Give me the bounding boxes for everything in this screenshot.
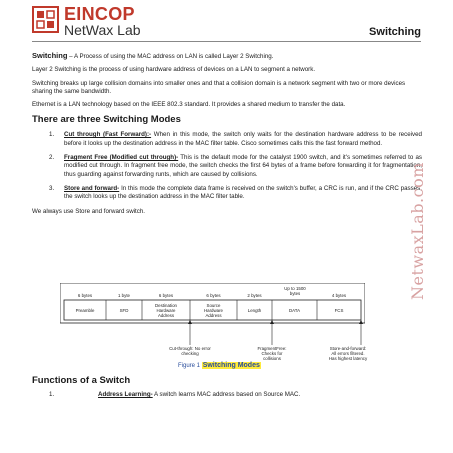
figure-caption bbox=[178, 362, 261, 370]
paragraph: Layer 2 Switching is the process of using hardware address of devices on a LAN to segment a network. bbox=[32, 66, 316, 74]
list-number: 3. bbox=[49, 184, 55, 192]
field-name: Source Hardware Address bbox=[203, 303, 224, 318]
mode-term: Fragment Free (Modified cut through)- bbox=[64, 154, 179, 162]
list-number: 1. bbox=[49, 131, 55, 139]
field-name: SFD bbox=[119, 308, 129, 313]
brand-subtitle: NetWax Lab bbox=[64, 22, 141, 38]
mode-description: This is the default mode for the catalyst 1900 switch, and it's sometimes referred to as modified cut through. In fragment free mode, the switch checks the first 64 bytes of a frame before forwarding it for fragmentation, thus guarding against forwarding runts, which are caused by collisions. bbox=[64, 154, 422, 178]
field-size: 4 bytes bbox=[331, 293, 347, 298]
ethernet-frame-diagram bbox=[60, 283, 368, 361]
caption-prefix: Figure 1 bbox=[178, 363, 202, 369]
intro-term: Switching bbox=[32, 51, 68, 60]
brand-name: EINCOP bbox=[64, 4, 135, 24]
field-size: 6 bytes bbox=[206, 293, 221, 298]
intro-paragraph bbox=[32, 52, 422, 61]
list-number: 2. bbox=[49, 154, 55, 162]
field-size: 2 bytes bbox=[247, 293, 262, 298]
document-body bbox=[32, 52, 422, 221]
section-title-functions: Functions of a Switch bbox=[32, 375, 131, 386]
field-size: Up to 1500 bytes bbox=[284, 286, 306, 296]
eincop-logo-icon bbox=[32, 6, 59, 33]
intro-definition: – A Process of using the MAC address on LAN is called Layer 2 Switching. bbox=[67, 53, 274, 60]
field-name: DATA bbox=[288, 308, 301, 313]
watermark: NetwaxLab.com bbox=[408, 162, 427, 300]
marker-label-store-and-forward: Store-and-forward: All errors filtered. Has highest latency bbox=[328, 346, 368, 361]
list-item-address-learning bbox=[49, 391, 409, 399]
field-name: Preamble bbox=[75, 308, 95, 313]
function-description: A switch learns MAC address based on Source MAC. bbox=[152, 391, 301, 398]
list-item-cut-through bbox=[32, 131, 422, 148]
marker-label-fragment-free: FragmentFree: Checks for collisions bbox=[257, 346, 287, 361]
field-name: FCS bbox=[334, 308, 344, 313]
field-size: 1 byte bbox=[118, 293, 130, 298]
header-divider bbox=[32, 41, 421, 42]
function-entry bbox=[81, 391, 300, 398]
list-item-store-and-forward bbox=[32, 185, 422, 202]
page-heading: Switching bbox=[369, 26, 421, 38]
marker-label-cut-through: Cut-through: No error checking bbox=[169, 346, 211, 356]
switching-modes-list bbox=[32, 131, 422, 201]
caption-title: Switching Modes bbox=[202, 362, 260, 369]
mode-term: Cut through (Fast Forward):- bbox=[64, 131, 152, 139]
field-size: 6 bytes bbox=[158, 293, 174, 298]
mode-description: In this mode the complete data frame is received on the switch's buffer, a CRC is run, and if the CRC passes, the switch looks up the destination address in the MAC filter table. bbox=[64, 184, 422, 201]
mode-term: Store and forward- bbox=[64, 184, 120, 192]
list-number: 1. bbox=[49, 391, 55, 398]
function-term: Address Learning- bbox=[98, 391, 153, 398]
field-name: Destination Hardware Address bbox=[155, 303, 177, 318]
paragraph: Ethernet is a LAN technology based on the IEEE 802.3 standard. It provides a shared medium to transfer the data. bbox=[32, 101, 346, 109]
list-item-fragment-free bbox=[32, 154, 422, 179]
section-title-switching-modes: There are three Switching Modes bbox=[32, 114, 181, 126]
mode-description: When in this mode, the switch only waits for the destination hardware address to be received before it looks up the destination address in the MAC filter table. Cisco sometimes calls this the fast forward method. bbox=[64, 131, 422, 147]
field-name: Length bbox=[247, 308, 262, 313]
closing-sentence: We always use Store and forward switch. bbox=[32, 207, 146, 215]
paragraph: Switching breaks up large collision domains into smaller ones and that a collision domain is a network segment with two or more devices sharing the same bandwidth. bbox=[32, 79, 406, 95]
field-size: 6 bytes bbox=[77, 293, 93, 298]
